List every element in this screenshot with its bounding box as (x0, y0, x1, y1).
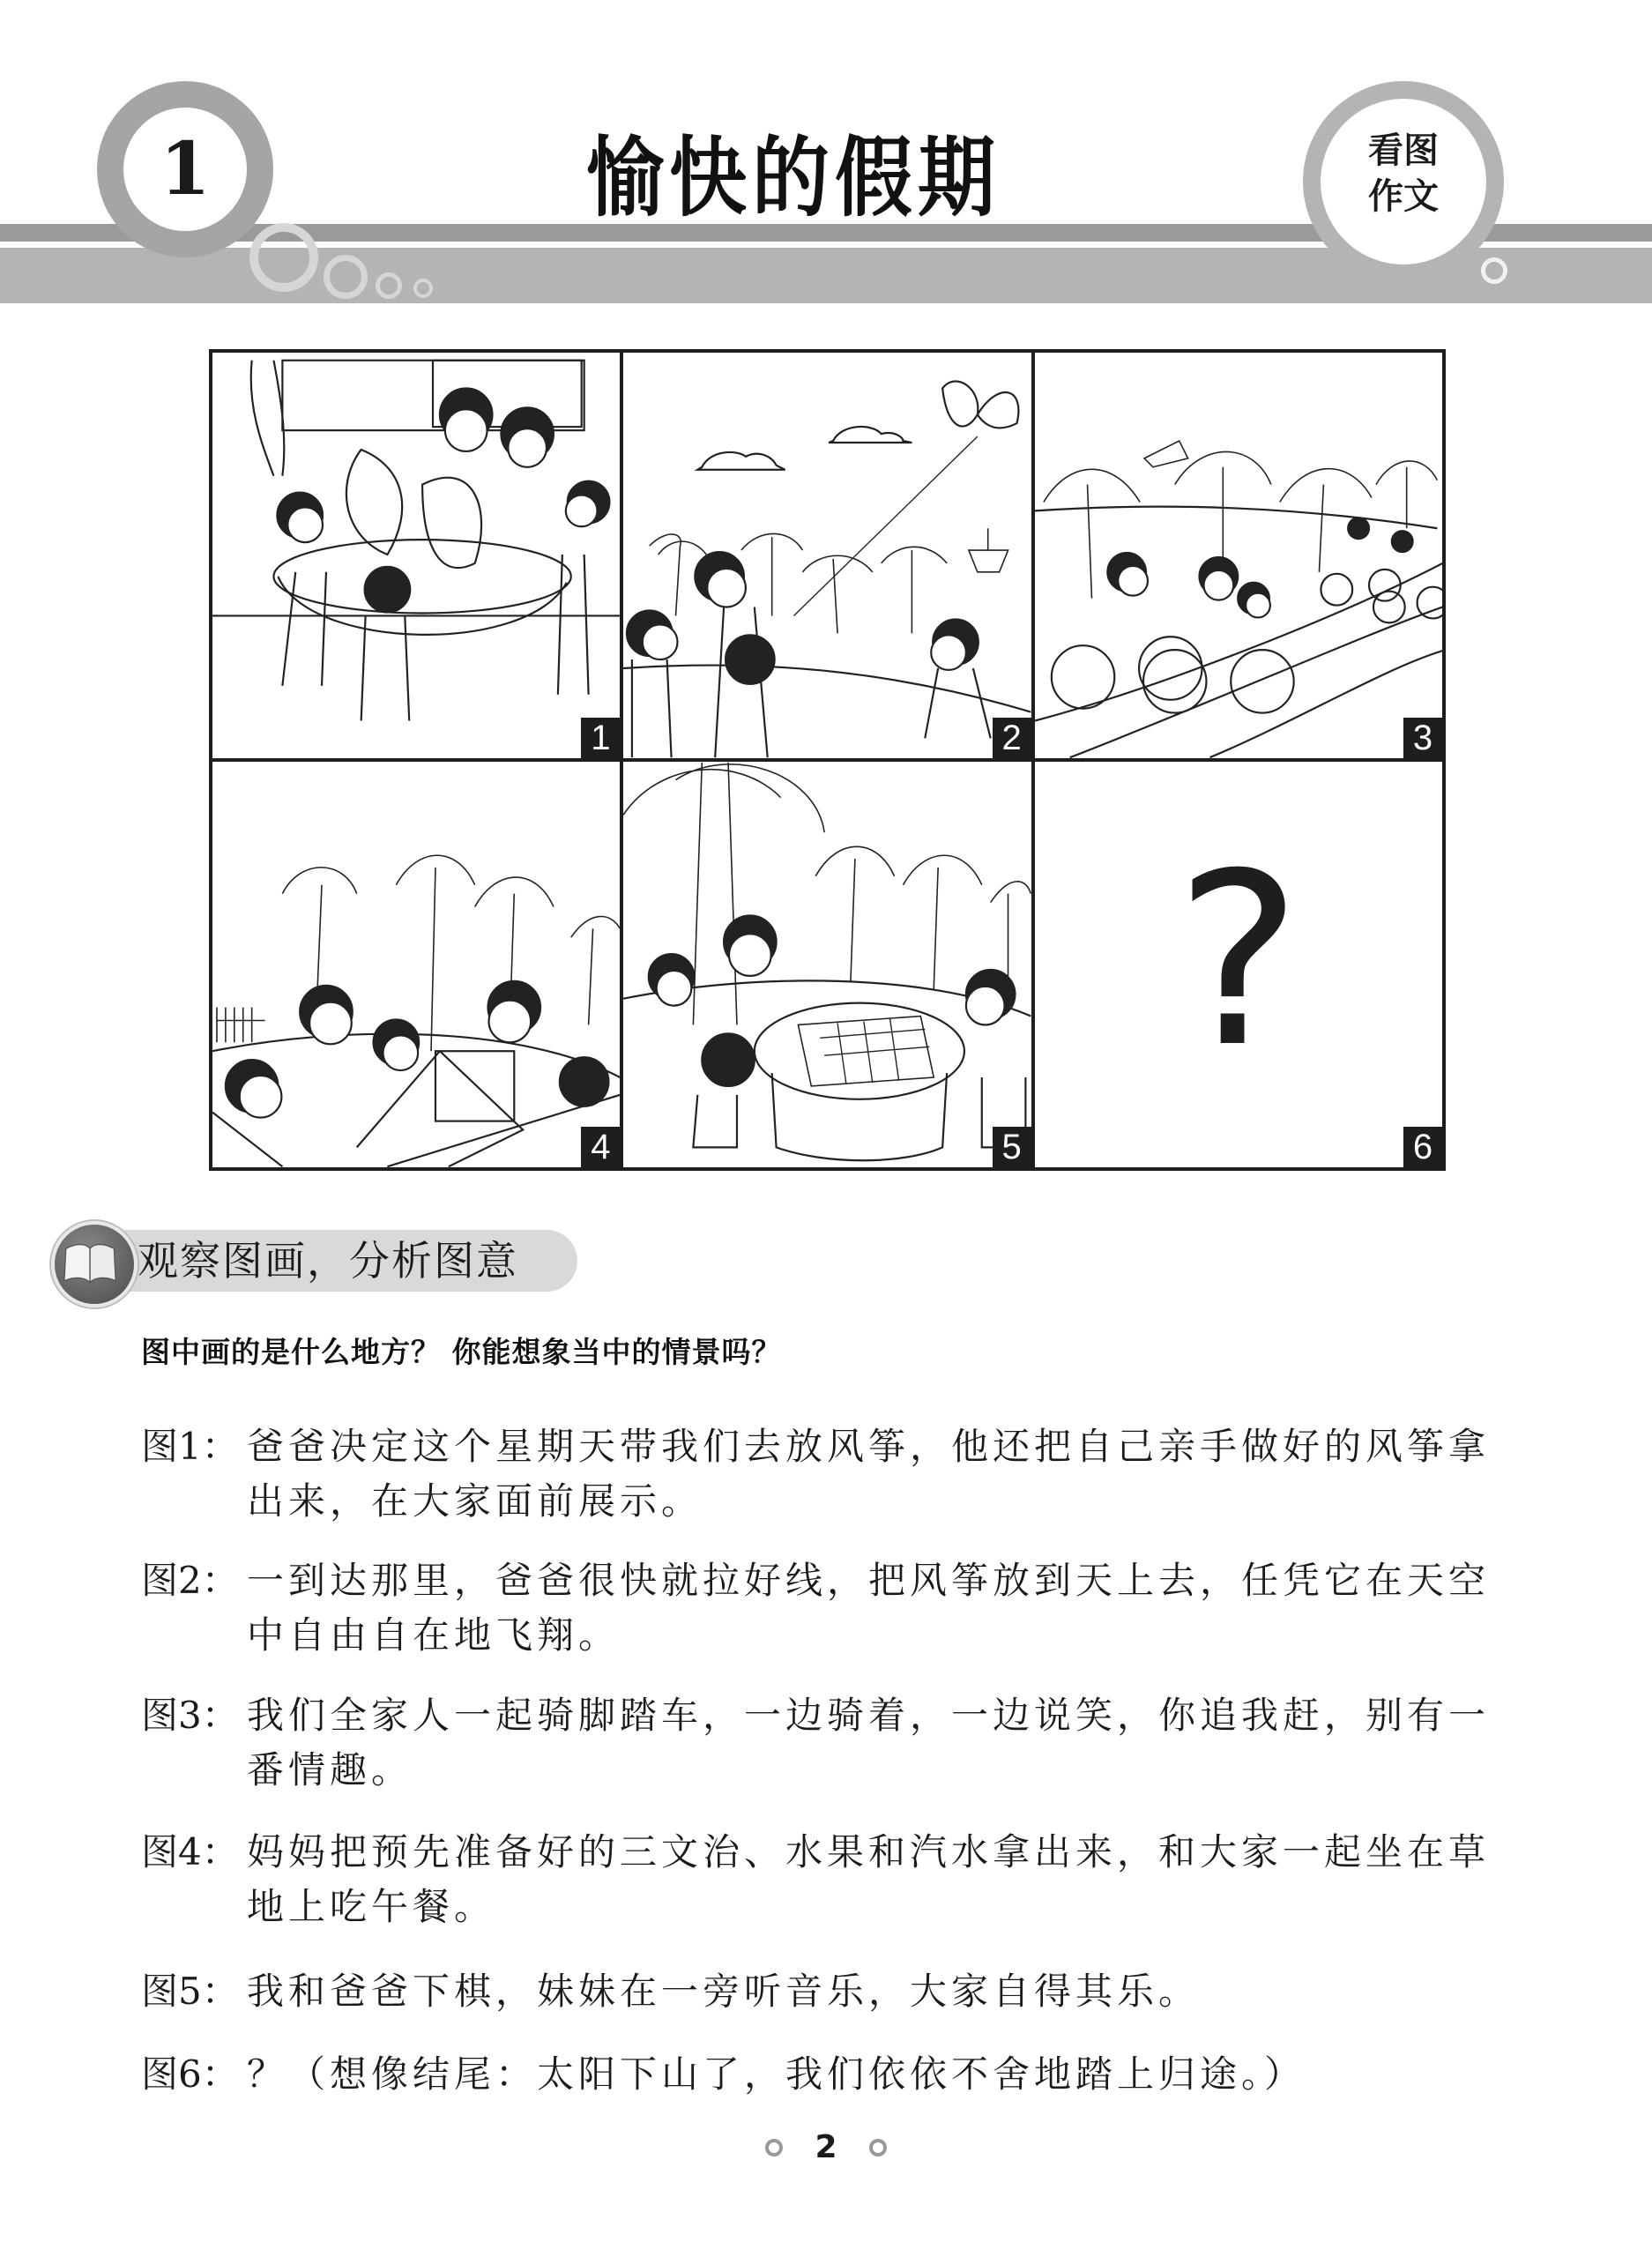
description-label: 图1： (141, 1425, 239, 1468)
description-label: 图4： (141, 1830, 239, 1873)
decorative-bubble (376, 272, 402, 299)
scene-illustration-chess (623, 762, 1031, 1167)
description-label: 图5： (141, 1970, 239, 2013)
scene-illustration-kite-flying (623, 353, 1031, 758)
picture-grid (209, 349, 1446, 1171)
category-badge-line1: 看图 (1368, 130, 1439, 171)
description-label: 图3： (141, 1694, 239, 1737)
decorative-bubble (249, 223, 318, 292)
picture-panel-3 (1035, 353, 1442, 758)
description-text: 妈妈把预先准备好的三文治、水果和汽水拿出来，和大家一起坐在草地上吃午餐。 (247, 1830, 1491, 1928)
question-mark-placeholder: ? (1175, 821, 1302, 1099)
picture-panel-5 (623, 762, 1031, 1167)
description-text: 爸爸决定这个星期天带我们去放风筝，他还把自己亲手做好的风筝拿出来，在大家面前展示。 (247, 1425, 1491, 1523)
picture-panel-4 (212, 762, 620, 1167)
panel-number-badge: 5 (993, 1127, 1031, 1167)
page-footer (0, 2129, 1652, 2165)
description-text: 我和爸爸下棋，妹妹在一旁听音乐，大家自得其乐。 (247, 1970, 1201, 2013)
decorative-circle-icon (765, 2139, 783, 2156)
decorative-bubble (1481, 257, 1507, 284)
picture-description-5 (141, 1964, 1516, 2019)
lesson-number: 1 (160, 127, 211, 212)
page-number: 2 (815, 2129, 837, 2165)
description-text: 一到达那里，爸爸很快就拉好线，把风筝放到天上去，任凭它在天空中自由自在地飞翔。 (247, 1559, 1491, 1657)
panel-number-badge: 6 (1403, 1127, 1442, 1167)
description-text: ？（想像结尾：太阳下山了，我们依依不舍地踏上归途。） (247, 2052, 1306, 2096)
decorative-circle-icon (869, 2139, 887, 2156)
description-label: 图2： (141, 1559, 239, 1602)
book-icon (51, 1221, 138, 1307)
picture-description-1 (141, 1419, 1516, 1529)
panel-number-badge: 1 (581, 718, 620, 758)
scene-illustration-picnic (212, 762, 620, 1167)
guiding-question: 图中画的是什么地方？ 你能想象当中的情景吗？ (141, 1335, 782, 1369)
description-label: 图6： (141, 2052, 239, 2096)
picture-description-2 (141, 1553, 1516, 1663)
category-badge (1303, 81, 1504, 282)
decorative-bubble (324, 255, 368, 299)
scene-illustration-cycling (1035, 353, 1442, 758)
picture-panel-2 (623, 353, 1031, 758)
section-title: 观察图画，分析图意 (138, 1237, 518, 1285)
picture-panel-1 (212, 353, 620, 758)
category-badge-line2: 作文 (1368, 176, 1439, 217)
page-title: 愉快的假期 (585, 126, 1001, 229)
picture-description-4 (141, 1825, 1516, 1934)
description-text: 我们全家人一起骑脚踏车，一边骑着，一边说笑，你追我赶，别有一番情趣。 (247, 1694, 1491, 1791)
panel-number-badge: 3 (1403, 718, 1442, 758)
panel-number-badge: 2 (993, 718, 1031, 758)
picture-panel-6 (1035, 762, 1442, 1167)
picture-description-6 (141, 2047, 1516, 2102)
picture-description-3 (141, 1688, 1516, 1798)
panel-number-badge: 4 (581, 1127, 620, 1167)
scene-illustration-kite-indoors (212, 353, 620, 758)
decorative-bubble (413, 279, 433, 298)
